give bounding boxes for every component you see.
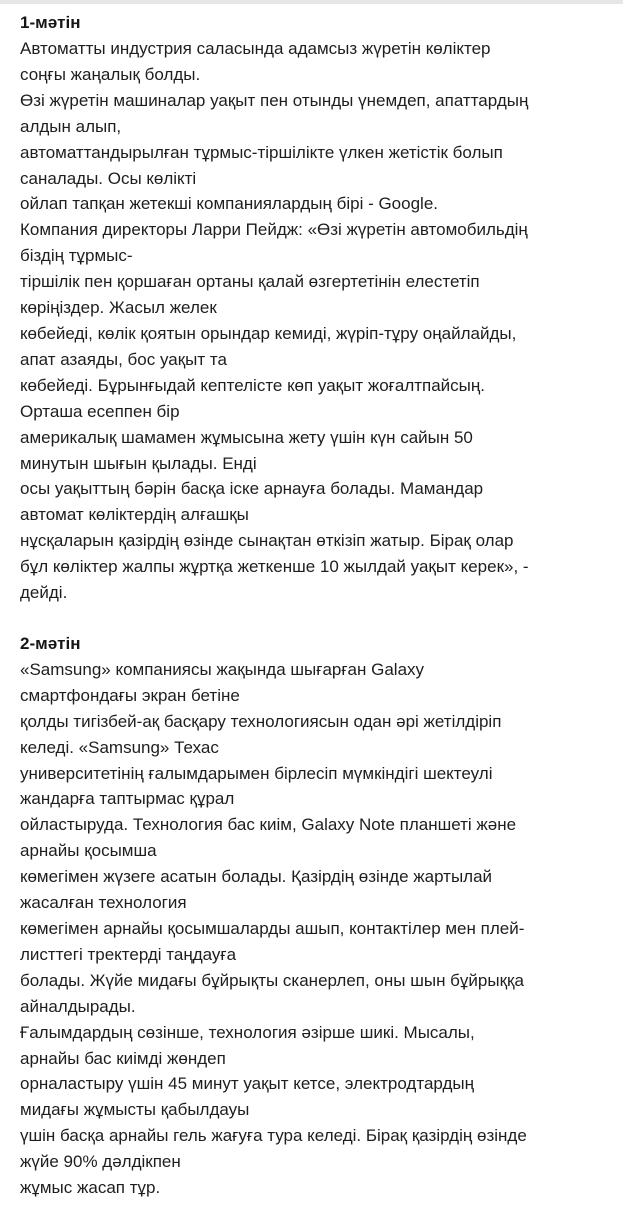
text-1-line: автомат көліктердің алғашқы: [20, 505, 249, 525]
text-1-line: соңғы жаңалық болды.: [20, 64, 201, 84]
text-2-line: листтегі тректерді таңдауға: [20, 944, 237, 964]
text-2-line: мидағы жұмысты қабылдауы: [20, 1100, 250, 1120]
text-2-heading: 2-мәтін: [20, 633, 81, 653]
text-1-line: Автоматты индустрия саласында адамсыз жүретін көліктер: [20, 39, 491, 58]
text-1-heading: 1-мәтін: [20, 13, 81, 32]
text-1-line: бұл көліктер жалпы жұртқа жеткенше 10 жылдай уақыт керек», -: [20, 557, 529, 577]
text-2-line: жандарға таптырмас құрал: [20, 789, 235, 809]
text-2-line: көмегімен жүзеге асатын болады. Қазірдің өзінде жартылай: [20, 867, 493, 887]
text-1-line: саналады. Осы көлікті: [20, 168, 197, 188]
text-2-line: жұмыс жасап тұр.: [20, 1178, 161, 1198]
text-1-line: осы уақыттың бәрін басқа іске арнауға болады. Мамандар: [20, 479, 484, 499]
text-2-line: келеді. «Samsung» Техас: [20, 737, 219, 757]
text-1-line: америкалық шамамен жұмысына жету үшін күн сайын 50: [20, 427, 473, 447]
text-1-line: дейді.: [20, 583, 68, 603]
text-2-line: жасалған технология: [20, 893, 187, 913]
text-2-line: арнайы бас киімді жөндеп: [20, 1048, 226, 1068]
document-page: [20, 10, 615, 1201]
text-2-line: орналастыру үшін 45 минут уақыт кетсе, электродтардың: [20, 1074, 474, 1094]
text-2-line: жүйе 90% дәлдікпен: [20, 1152, 181, 1172]
text-2-line: ойластыруда. Технология бас киім, Galaxy Note планшеті және: [20, 815, 517, 835]
text-2-line: арнайы қосымша: [20, 841, 157, 861]
top-strip: [0, 0, 623, 4]
text-2-line: болады. Жүйе мидағы бұйрықты сканерлеп, оны шын бұйрыққа: [20, 970, 524, 990]
text-1-line: автоматтандырылған тұрмыс-тіршілікте үлкен жетістік болып: [20, 142, 503, 162]
text-1-line: көріңіздер. Жасыл желек: [20, 298, 217, 318]
text-1-line: ойлап тапқан жетекші компаниялардың бірі - Google.: [20, 194, 439, 214]
text-1-line: алдын алып,: [20, 116, 122, 136]
text-1-line: көбейеді, көлік қоятын орындар кемиді, жүріп-тұру оңайлайды,: [20, 323, 517, 343]
text-1-line: апат азаяды, бос уақыт та: [20, 349, 227, 369]
text-2-line: көмегімен арнайы қосымшаларды ашып, контактілер мен плей-: [20, 919, 525, 938]
text-1-line: көбейеді. Бұрынғыдай кептелісте көп уақыт жоғалтпайсың.: [20, 375, 486, 395]
text-1-line: нұсқаларын қазірдің өзінде сынақтан өткізіп жатыр. Бірақ олар: [20, 531, 514, 551]
text-2-line: университетінің ғалымдарымен бірлесіп мүмкіндігі шектеулі: [20, 763, 493, 783]
text-2-line: смартфондағы экран бетіне: [20, 685, 240, 705]
text-2-line: «Samsung» компаниясы жақында шығарған Galaxy: [20, 659, 425, 679]
text-2-section: [20, 631, 615, 1201]
text-1-line: біздің тұрмыс-: [20, 246, 133, 266]
text-1-line: минутын шығын қылады. Енді: [20, 453, 257, 473]
text-2-line: қолды тигізбей-ақ басқару технологиясын одан әрі жетілдіріп: [20, 711, 502, 731]
text-2-line: айналдырады.: [20, 996, 136, 1016]
text-2-line: үшін басқа арнайы гель жағуға тура келеді. Бірақ қазірдің өзінде: [20, 1126, 527, 1146]
section-gap: [20, 606, 615, 631]
text-1-line: Орташа есеппен бір: [20, 401, 180, 421]
text-1-section: [20, 10, 615, 606]
text-1-line: Өзі жүретін машиналар уақыт пен отынды үнемдеп, апаттардың: [20, 90, 529, 110]
text-1-line: тіршілік пен қоршаған ортаны қалай өзгертетінін елестетіп: [20, 272, 480, 292]
text-2-line: Ғалымдардың сөзінше, технология әзірше шикі. Мысалы,: [20, 1022, 475, 1042]
text-1-line: Компания директоры Ларри Пейдж: «Өзі жүретін автомобильдің: [20, 220, 528, 240]
